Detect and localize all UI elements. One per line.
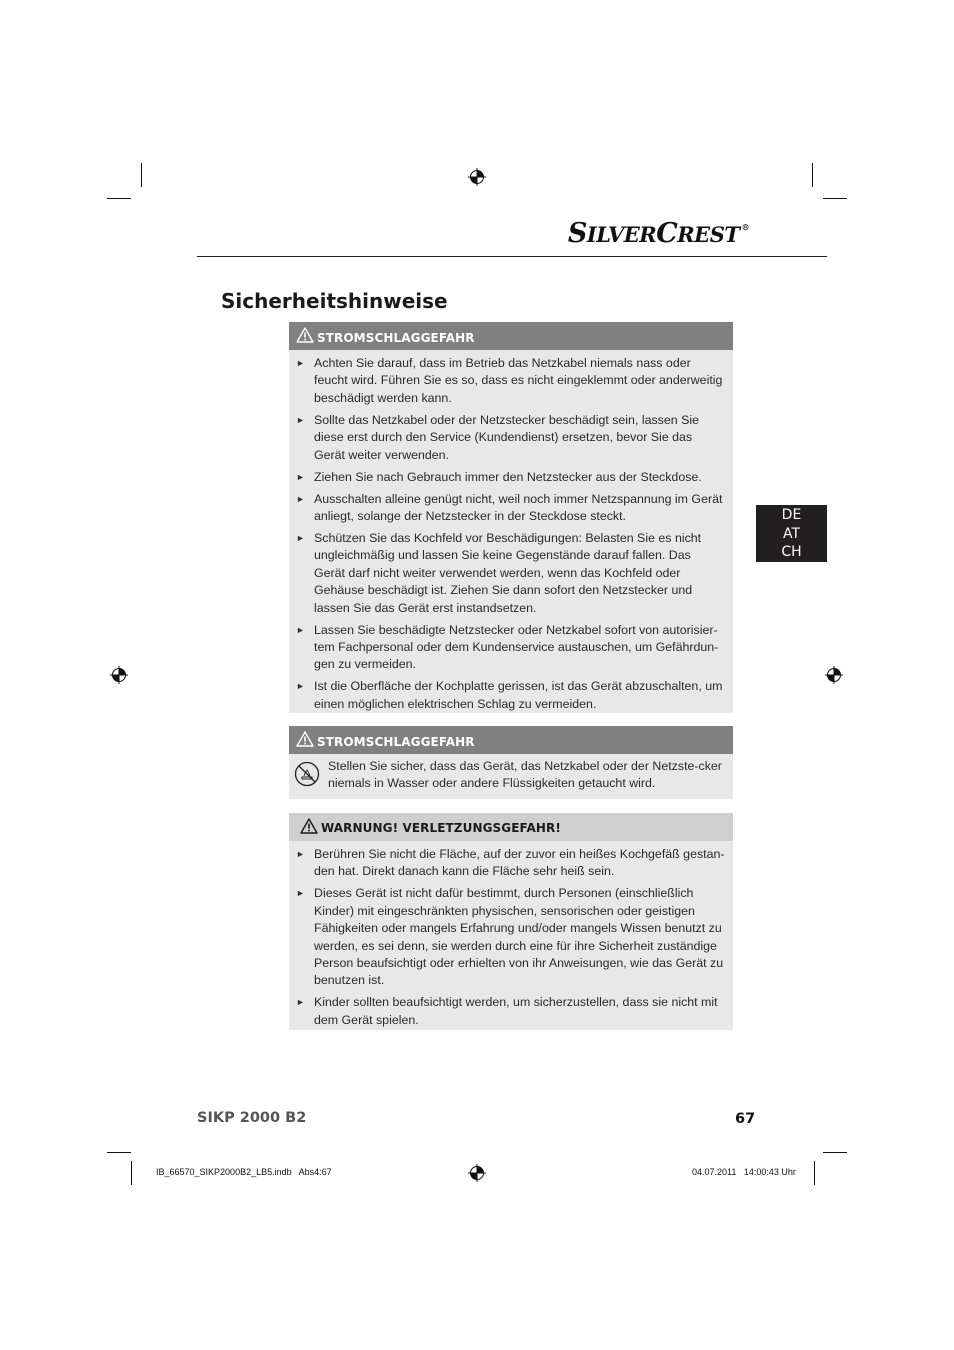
bullet-arrow-icon: ►	[296, 681, 305, 692]
list-item: ► Sollte das Netzkabel oder der Netzstecker beschädigt sein, lassen Sie diese erst durch den Service (Kundendienst) ersetzen, bevor Sie das Gerät weiter verwenden.	[296, 412, 700, 462]
warning-triangle-icon	[300, 818, 318, 834]
list-item: ► Berühren Sie nicht die Fläche, auf der zuvor ein heißes Kochgefäß gestan-den hat. Direkt danach kann die Fläche sehr heiß sein.	[296, 847, 725, 879]
list-item: ► Ziehen Sie nach Gebrauch immer den Netzstecker aus der Steckdose.	[289, 469, 733, 486]
crop-mark	[107, 198, 131, 199]
warning-box-heading	[289, 726, 733, 754]
language-code: DE	[781, 507, 802, 523]
no-water-immersion-icon	[294, 761, 320, 787]
crop-mark	[814, 1161, 815, 1185]
warning-box-heading-text: STROMSCHLAGGEFAHR	[317, 331, 475, 345]
list-item: ► Ausschalten alleine genügt nicht, weil noch immer Netzspannung im Gerät anliegt, solange der Netzstecker in der Steckdose steckt.	[296, 491, 723, 524]
bullet-arrow-icon: ►	[296, 888, 305, 899]
warning-box-heading	[289, 322, 733, 350]
crop-mark	[823, 198, 847, 199]
print-slug-right: 04.07.2011 14:00:43 Uhr	[692, 1167, 796, 1177]
silvercrest-logo: SILVERCREST ®	[567, 218, 749, 249]
registration-mark-icon	[110, 666, 128, 684]
registration-mark-icon	[825, 666, 843, 684]
bullet-arrow-icon: ►	[296, 471, 305, 482]
list-item: ► Achten Sie darauf, dass im Betrieb das Netzkabel niemals nass oder feucht wird. Führen Sie es so, dass es nicht eingeklemmt oder anderweitig beschädigt werden kann.	[296, 356, 723, 405]
warning-text: Stellen Sie sicher, dass das Gerät, das Netzkabel oder der Netzste-cker niemals in Wasser oder andere Flüssigkeiten getaucht wird.	[328, 759, 722, 791]
bullet-arrow-icon: ►	[296, 493, 305, 504]
list-item: ► Schützen Sie das Kochfeld vor Beschädigungen: Belasten Sie es nicht ungleichmäßig und lassen Sie keine Gegenstände darauf fallen. Das Gerät darf nicht weiter verwendet werden, wenn das Kochfeld oder Gehäuse beschädigt ist. Ziehen Sie dann sofort den Netzstecker und lassen Sie das Gerät erst instandsetzen.	[296, 531, 702, 615]
list-item: ► Kinder sollten beaufsichtigt werden, um sicherzustellen, dass sie nicht mit dem Gerät spielen.	[296, 995, 718, 1027]
warning-box-injury	[289, 813, 733, 1030]
warning-box-heading-text: STROMSCHLAGGEFAHR	[317, 735, 475, 749]
registration-mark-icon	[468, 1164, 486, 1182]
list-item: ► Ist die Oberfläche der Kochplatte gerissen, ist das Gerät abzuschalten, um einen möglichen elektrischen Schlag zu vermeiden.	[296, 679, 723, 711]
header-rule	[197, 256, 827, 257]
language-tab	[756, 505, 827, 562]
list-item: ► Lassen Sie beschädigte Netzstecker oder Netzkabel sofort von autorisier-tem Fachpersonal oder dem Kundenservice austauschen, um Gefährdun-gen zu vermeiden.	[296, 622, 719, 672]
warning-box-heading	[289, 813, 733, 841]
crop-mark	[812, 163, 813, 187]
registration-mark-icon	[468, 168, 486, 186]
crop-mark	[131, 1161, 132, 1185]
warning-box-water	[289, 726, 733, 799]
warning-box-heading-text: WARNUNG! VERLETZUNGSGEFAHR!	[321, 821, 561, 835]
crop-mark	[141, 163, 142, 187]
bullet-arrow-icon: ►	[296, 358, 305, 368]
language-code: AT	[782, 525, 801, 542]
warning-triangle-icon	[296, 327, 314, 343]
list-item: ► Dieses Gerät ist nicht dafür bestimmt, durch Personen (einschließlich Kinder) mit eingeschränkten physischen, sensorischen oder geistigen Fähigkeiten oder mangels Erfahrung und/oder mangels Wissen benutzt zu werden, es sei denn, sie werden durch eine für ihre Sicherheit zuständige Person beaufsichtigt oder erhielten von ihr Anweisungen, wie das Gerät zu benutzen ist.	[296, 886, 724, 988]
bullet-arrow-icon: ►	[296, 997, 305, 1008]
page-title: Sicherheitshinweise	[221, 289, 448, 314]
bullet-arrow-icon: ►	[296, 849, 305, 859]
bullet-arrow-icon: ►	[296, 624, 305, 635]
crop-mark	[107, 1152, 131, 1153]
print-slug-left: IB_66570_SIKP2000B2_LB5.indb Abs4:67	[156, 1167, 332, 1177]
model-number: SIKP 2000 B2	[197, 1110, 307, 1126]
warning-triangle-icon	[296, 731, 314, 747]
crop-mark	[823, 1152, 847, 1153]
bullet-arrow-icon: ►	[296, 533, 305, 544]
page-number: 67	[735, 1111, 756, 1127]
warning-box-electric-shock	[289, 322, 733, 713]
language-code: CH	[781, 544, 802, 560]
bullet-arrow-icon: ►	[296, 414, 305, 425]
